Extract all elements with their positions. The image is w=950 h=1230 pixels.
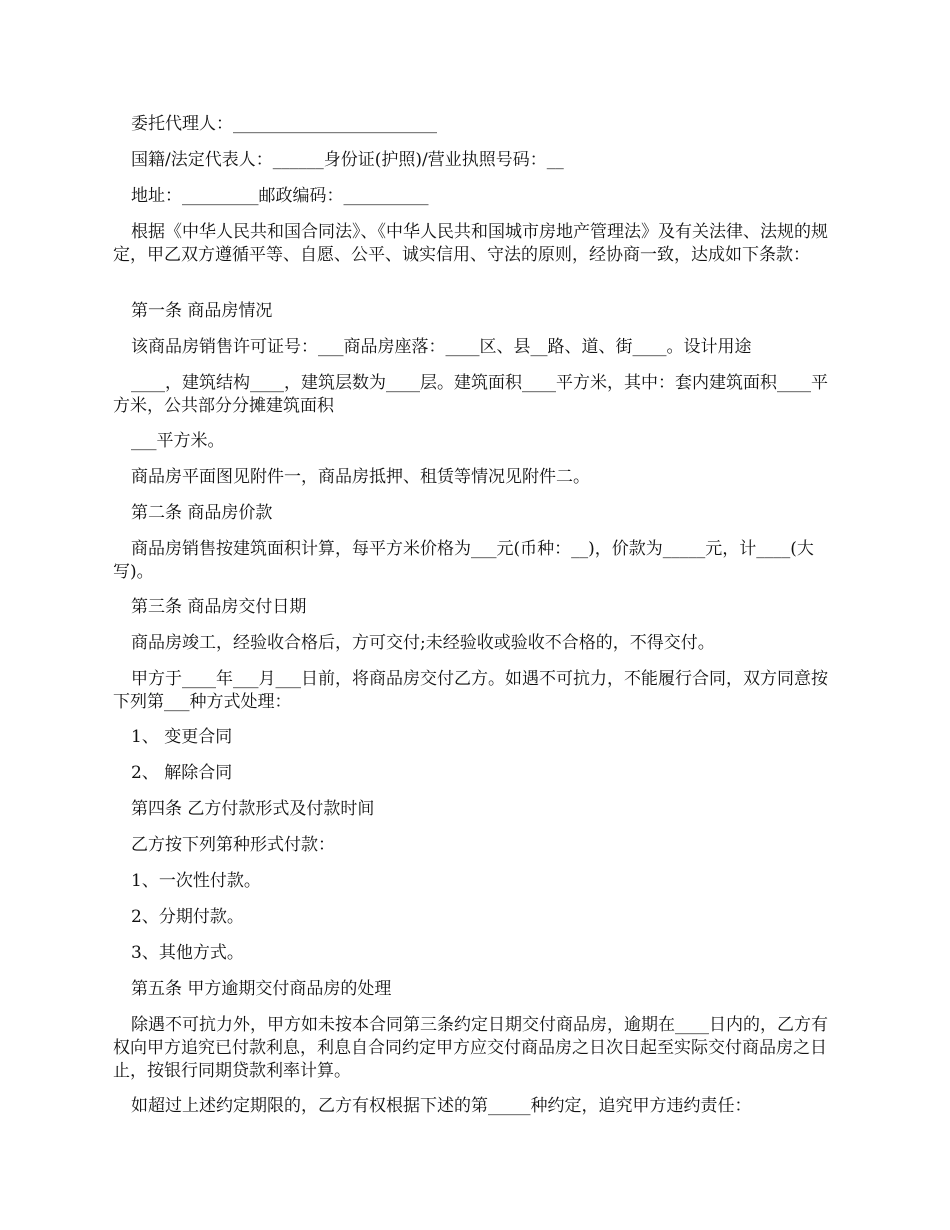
article-3-heading: 第三条 商品房交付日期 [131, 597, 307, 617]
price-paragraph: 商品房销售按建筑面积计算，每平方米价格为___元(币种：__)，价款为_____元，计____(大写)。 [113, 539, 814, 582]
preamble-paragraph: 根据《中华人民共和国合同法》、《中华人民共和国城市房地产管理法》及有关法律、法规的规定，甲乙双方遵循平等、自愿、公平、诚实信用、守法的原则，经协商一致，达成如下条款： [113, 222, 828, 265]
article-2-heading: 第二条 商品房价款 [131, 503, 273, 523]
acceptance-line: 商品房竣工，经验收合格后，方可交付;未经验收或验收不合格的，不得交付。 [131, 633, 715, 653]
article-5-heading: 第五条 甲方逾期交付商品房的处理 [131, 979, 392, 999]
payment-option-3: 3、其他方式。 [131, 943, 244, 963]
overdue-liability-line: 如超过上述约定期限的，乙方有权根据下述的第_____种约定，追究甲方违约责任： [131, 1096, 752, 1116]
nationality-line: 国籍/法定代表人：______身份证(护照)/营业执照号码：__ [131, 150, 564, 170]
payment-form-line: 乙方按下列第种形式付款： [131, 835, 335, 855]
payment-option-1: 1、一次性付款。 [131, 871, 261, 891]
option-1-line: 1、 变更合同 [131, 727, 233, 747]
late-delivery-paragraph: 除遇不可抗力外，甲方如未按本合同第三条约定日期交付商品房，逾期在____日内的，乙方有权向甲方追究已付款利息，利息自合同约定甲方应交付商品房之日次日起至实际交付商品房之日止，按银行同期贷款利率计算。 [113, 1015, 828, 1081]
article-4-heading: 第四条 乙方付款形式及付款时间 [131, 799, 375, 819]
area-line: ___平方米。 [131, 431, 225, 451]
attachments-line: 商品房平面图见附件一，商品房抵押、租赁等情况见附件二。 [131, 467, 590, 487]
license-line: 该商品房销售许可证号：___商品房座落：____区、县__路、道、街____。设计用途 [131, 337, 752, 357]
structure-paragraph: ____，建筑结构____，建筑层数为____层。建筑面积____平方米，其中：套内建筑面积____平方米，公共部分分摊建筑面积 [113, 373, 828, 416]
article-1-heading: 第一条 商品房情况 [131, 301, 273, 321]
delivery-date-paragraph: 甲方于____年___月___日前，将商品房交付乙方。如遇不可抗力，不能履行合同，双方同意按下列第___种方式处理： [113, 669, 828, 712]
payment-option-2: 2、分期付款。 [131, 907, 244, 927]
agent-line: 委托代理人：________________________ [131, 114, 437, 134]
address-line: 地址：_________邮政编码：__________ [131, 186, 429, 206]
option-2-line: 2、 解除合同 [131, 763, 233, 783]
